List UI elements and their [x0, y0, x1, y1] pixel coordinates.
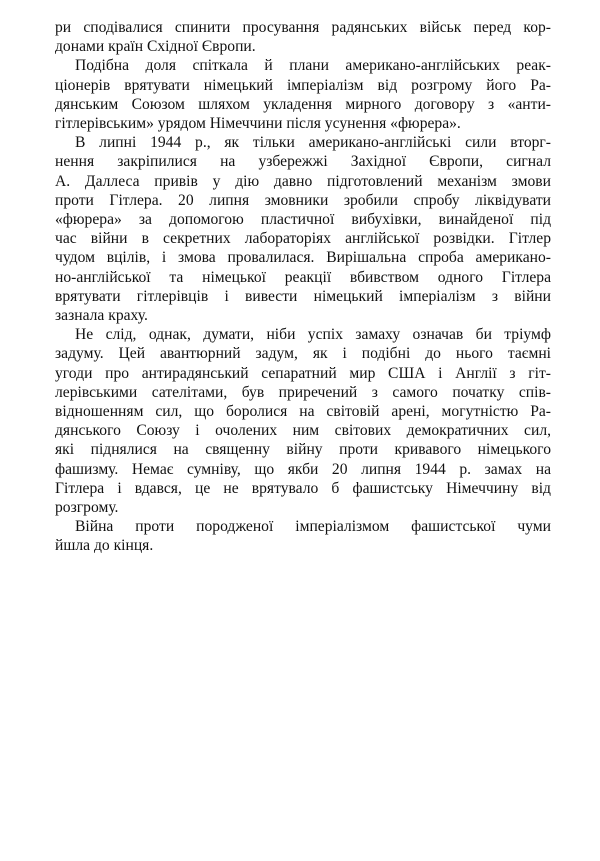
text-line: угоди про антирадянський сепаратний мир США і Англії з гіт-	[55, 364, 551, 382]
text-line: задуму. Цей авантюрний задум, як і подібні до нього таємні	[55, 345, 551, 363]
text-line: проти Гітлера. 20 липня змовники зробили спробу ліквідувати	[55, 191, 551, 209]
text-line: «фюрера» за допомогою пластичної вибухівки, винайденої під	[55, 211, 551, 229]
text-line: ціонерів врятувати німецький імперіалізм від розгрому його Ра-	[55, 76, 551, 94]
text-line: донами країн Східної Європи.	[55, 38, 256, 56]
paragraph-4	[55, 325, 551, 517]
text-line: розгрому.	[55, 499, 119, 517]
text-line: час війни в секретних лабораторіях англійської розвідки. Гітлер	[55, 230, 551, 248]
text-line: лерівськими сателітами, був приречений з самого початку спів-	[55, 383, 551, 401]
text-line: які піднялися на священну війну проти кривавого німецького	[55, 441, 551, 459]
text-line: Гітлера і вдався, це не врятувало б фашистську Німеччину від	[55, 479, 551, 497]
paragraph-2	[55, 56, 551, 133]
text-line: но-англійської та німецької реакції вбивством одного Гітлера	[55, 268, 551, 286]
text-line: Війна проти породженої імперіалізмом фашистської чуми	[75, 518, 551, 536]
text-line: відношенням сил, що боролися на світовій арені, могутністю Ра-	[55, 403, 551, 421]
text-line: нення закріпилися на узбережжі Західної Європи, сигнал	[55, 153, 551, 171]
paragraph-5	[55, 517, 551, 555]
text-line: врятувати гітлерівців і вивести німецький імперіалізм з війни	[55, 287, 551, 305]
text-line: дянським Союзом шляхом укладення мирного договору з «анти-	[55, 95, 551, 113]
paragraph-1	[55, 18, 551, 56]
paragraph-3	[55, 133, 551, 325]
text-line: йшла до кінця.	[55, 537, 154, 555]
text-line: дянського Союзу і очолених ним світових демократичних сил,	[55, 422, 551, 440]
text-line: В липні 1944 р., як тільки американо-англійські сили вторг-	[75, 134, 551, 152]
document-page	[55, 18, 551, 556]
text-line: фашизму. Немає сумніву, що якби 20 липня 1944 р. замах на	[55, 460, 551, 478]
text-line: Не слід, однак, думати, ніби успіх замаху означав би тріумф	[75, 326, 551, 344]
text-line: чудом вцілів, і змова провалилася. Вирішальна спроба американо-	[55, 249, 551, 267]
text-line: Подібна доля спіткала й плани американо-англійських реак-	[75, 57, 551, 75]
text-line: ри сподівалися спинити просування радянських військ перед кор-	[55, 19, 551, 36]
text-line: гітлерівським» урядом Німеччини після усунення «фюрера».	[55, 115, 461, 133]
text-line: А. Даллеса привів у дію давно підготовлений механізм змови	[55, 172, 551, 190]
text-line: зазнала краху.	[55, 307, 148, 325]
